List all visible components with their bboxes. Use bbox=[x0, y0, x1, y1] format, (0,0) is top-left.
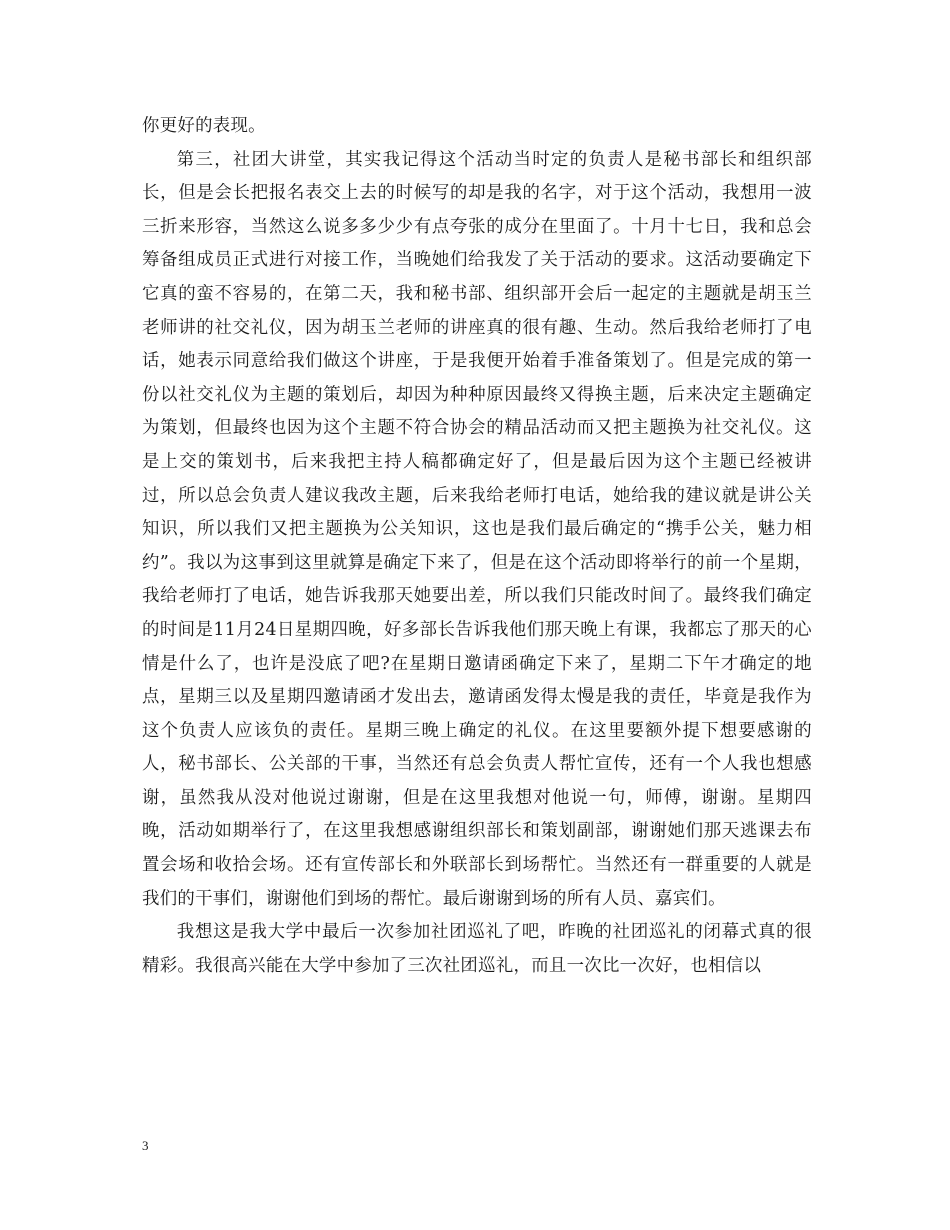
paragraph-community-lecture: 第三，社团大讲堂，其实我记得这个活动当时定的负责人是秘书部长和组织部长，但是会长把报名表交上去的时候写的却是我的名字，对于这个活动，我想用一波三折来形容，当然这么说多多少少有点夸张的成分在里面了。十月十七日，我和总会筹备组成员正式进行对接工作，当晚她们给我发了关于活动的要求。这活动要确定下它真的蛮不容易的，在第二天，我和秘书部、组织部开会后一起定的主题就是胡玉兰老师讲的社交礼仪，因为胡玉兰老师的讲座真的很有趣、生动。然后我给老师打了电话，她表示同意给我们做这个讲座，于是我便开始着手准备策划了。但是完成的第一份以社交礼仪为主题的策划后，却因为种种原因最终又得换主题，后来决定主题确定为策划，但最终也因为这个主题不符合协会的精品活动而又把主题换为社交礼仪。这是上交的策划书，后来我把主持人稿都确定好了，但是最后因为这个主题已经被讲过，所以总会负责人建议我改主题，后来我给老师打电话，她给我的建议就是讲公关知识，所以我们又把主题换为公关知识，这也是我们最后确定的“携手公关，魅力相约”。我以为这事到这里就算是确定下来了，但是在这个活动即将举行的前一个星期，我给老师打了电话，她告诉我那天她要出差，所以我们只能改时间了。最终我们确定的时间是11月24日星期四晚，好多部长告诉我他们那天晚上有课，我都忘了那天的心情是什么了，也许是没底了吧?在星期日邀请函确定下来了，星期二下午才确定的地点，星期三以及星期四邀请函才发出去，邀请函发得太慢是我的责任，毕竟是我作为这个负责人应该负的责任。星期三晚上确定的礼仪。在这里要额外提下想要感谢的人，秘书部长、公关部的干事，当然还有总会负责人帮忙宣传，还有一个人我也想感谢，虽然我从没对他说过谢谢，但是在这里我想对他说一句，师傅，谢谢。星期四晚，活动如期举行了，在这里我想感谢组织部长和策划副部，谢谢她们那天逃课去布置会场和收拾会场。还有宣传部长和外联部长到场帮忙。当然还有一群重要的人就是我们的干事们，谢谢他们到场的帮忙。最后谢谢到场的所有人员、嘉宾们。 bbox=[142, 149, 812, 909]
page-body bbox=[142, 110, 812, 983]
page-number: 3 bbox=[142, 1138, 149, 1153]
paragraph-continuation: 你更好的表现。 bbox=[142, 116, 266, 136]
paragraph-community-tour: 我想这是我大学中最后一次参加社团巡礼了吧，昨晚的社团巡礼的闭幕式真的很精彩。我很高兴能在大学中参加了三次社团巡礼，而且一次比一次好，也相信以 bbox=[142, 922, 812, 976]
